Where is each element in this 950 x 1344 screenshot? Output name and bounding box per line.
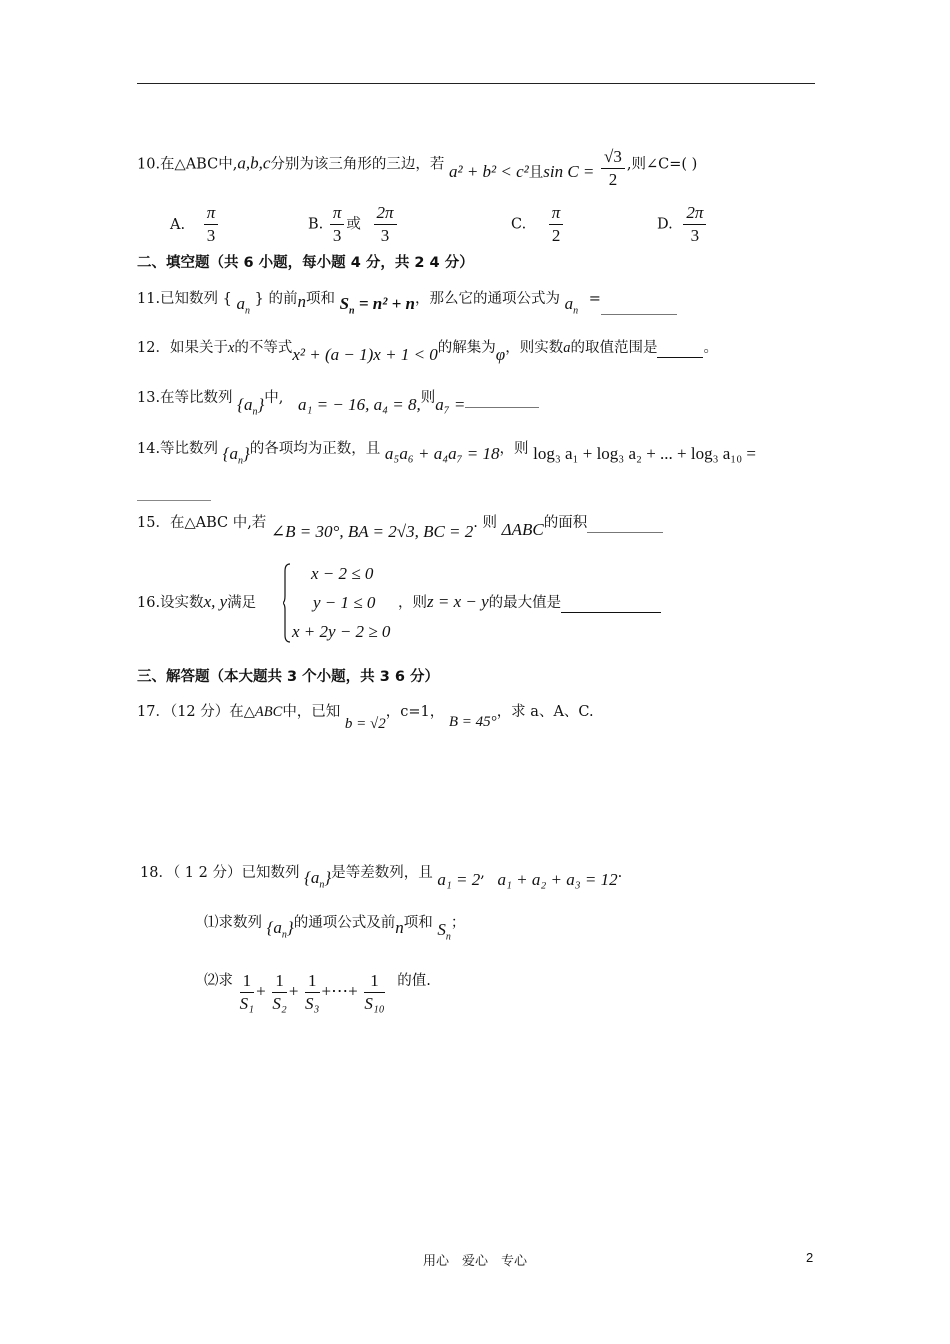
question-16: 16.设实数x, y满足 (137, 592, 257, 611)
section-3-heading: 三、解答题（本大题共 3 个小题，共 3 6 分） (137, 669, 440, 685)
question-11: 11.已知数列 { $a_n$ } 的前n项和 $S_n = n^2 + n$，那么它的通项公式为 $a_n$ = (137, 288, 677, 315)
header-rule (137, 83, 815, 84)
q14-answer-blank (137, 500, 211, 501)
q10-option-d: D. $\frac{2\pi}{3}$ (657, 202, 708, 247)
question-14: 14.等比数列 $\{a_n\}$的各项均为正数，且 a₅a₆ + a₄a₇ = 18，则 log₃ a₁ + log₃ a₂ + ... + log₃ a₁₀ = (137, 441, 757, 467)
q18-part-2: ⑵求 $\frac{1}{\text{S₁}}$ + $\frac{1}{\text{S₂}}$ + $\frac{1}{\text{S₃}}$ +⋯+ $\frac{1}{\text{S₁₀}}$ 的值. (204, 971, 431, 1013)
question-13: 13.在等比数列 $\{a_n\}$中, a₁ = − 16, a₄ = 8,则a₇ = (137, 387, 539, 414)
question-12: 12．如果关于x的不等式x² + (a − 1)x + 1 < 0的解集为φ，则实数a的取值范围是 。 (137, 340, 718, 364)
question-15: 15．在△ABC 中,若 ∠B = 30°, BA = 2√3, BC = 2. 则 ΔABC的面积 (137, 512, 663, 533)
question-17: 17．（12 分）在△ABC中，已知 b = √2，c=1， B = 45°，求 a、A、C. (137, 704, 594, 732)
page-footer: 用心 爱心 专心 (422, 1254, 527, 1269)
q18-part-1: ⑴求数列 $\{a_n\}$的通项公式及前n项和 $S_n$； (204, 915, 466, 943)
section-2-heading: 二、填空题（共 6 小题，每小题 4 分，共 2 4 分） (137, 255, 474, 271)
question-10: 10.在△ABC中,a,b,c分别为该三角形的三边，若 a² + b² < c²且sin C = $\frac{√3}{2}$ ,则∠C=( ) (137, 147, 698, 189)
constraint-2: y − 1 ≤ 0 (313, 593, 376, 612)
q10-option-a: A. $\frac{\pi}{3}$ (170, 202, 220, 247)
page-number: 2 (806, 1250, 814, 1265)
q10-option-b: B. $\frac{\pi}{3}$ 或 $\frac{2\pi}{3}$ (308, 202, 399, 247)
constraint-3: x + 2y − 2 ≥ 0 (292, 622, 391, 641)
question-16-tail: ，则z = x − y的最大值是 (398, 592, 661, 613)
system-brace (283, 563, 291, 643)
constraint-1: x − 2 ≤ 0 (311, 564, 374, 583)
q10-option-c: C. $\frac{\pi}{2}$ (511, 202, 565, 247)
question-18: 18．（ 1 2 分）已知数列 $\{a_n\}$是等差数列，且 a₁ = 2, a₁ + a₂ + a₃ = 12. (140, 865, 623, 891)
